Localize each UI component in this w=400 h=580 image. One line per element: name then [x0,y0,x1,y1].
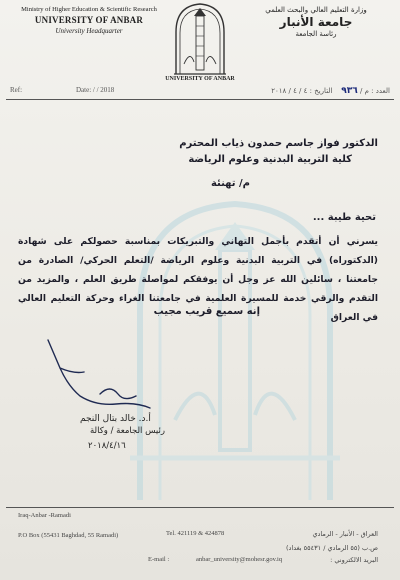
header-divider [6,99,394,100]
signature-date: ٢٠١٨/٤/١٦ [88,441,126,451]
university-name-ar: جامعة الأنبار [279,15,353,29]
university-name-en: UNIVERSITY OF ANBAR [34,15,144,25]
footer-address-en: Iraq-Anbar -Ramadi [18,512,71,519]
greeting: تحية طيبة ... [312,212,376,223]
headquarter-en: University Headquarter [55,27,123,35]
footer-divider [6,507,394,508]
minaret-arch-icon [170,2,230,76]
headquarter-ar: رئاسة الجامعة [295,30,337,38]
letter-paragraph: يسرني أن أتقدم بأجمل التهاني والتبريكات بمناسبة حصولكم على شهادة (الدكتوراه) في التربية البدنية وعلوم الرياضة /التعلم الحركي/ الصادرة من جامعتنا ، سائلين الله عز وجل أن يوفقكم لمواصلة طريق العلم ، والمزيد من التقدم والرقي خدمة للمسيرة العلمية في جامعتنا الغراء وحركة التعليم العالي في العراق [18,236,378,323]
footer-pobox-en: P.O Box (55431 Baghdad, 55 Ramadi) [18,532,119,539]
header-arabic [246,6,386,39]
college-name: كلية التربية البدنية وعلوم الرياضة [188,154,352,165]
university-logo [160,2,240,92]
footer-email-label-ar: البريد الالكتروني : [330,556,378,564]
ar-reference [271,86,390,96]
ar-ref-number: ٩٣٦ [341,86,358,96]
closing-line: إنه سميع قريب مجيب [153,306,260,317]
ref-label: Ref: [10,86,23,94]
ministry-name-ar: وزارة التعليم العالي والبحث العلمي [265,6,367,14]
date-label: Date: / / 2018 [76,86,115,94]
ministry-name-en: Ministry of Higher Education & Scientific Research [21,6,157,13]
footer-pobox-ar: ص.ب (٥٥ الرمادي / ٥٥٤٣١ بغداد) [286,544,378,552]
ar-date-label: التاريخ : ٤ / ٤ / ٢٠١٨ [271,87,333,95]
footer-email: anbar_university@mohesr.gov.iq [196,556,283,563]
signatory-title: رئيس الجامعة / وكالة [90,426,165,436]
footer-email-label: E-mail : [148,556,170,563]
subject: م/ تهنئة [210,178,250,189]
logo-caption: UNIVERSITY OF ANBAR [165,76,235,82]
ar-ref-label: العدد : م / [360,87,390,95]
footer-address-ar: العراق - الأنبار - الرمادي [312,530,378,538]
reference-line [6,86,394,98]
addressee: الدكتور فواز جاسم حمدون ذياب المحترم [179,138,378,149]
signatory-name: أ.د. خالد بتال النجم [80,414,151,424]
handwritten-signature-icon [40,334,170,414]
header-english [14,6,164,36]
footer-telephone: Tel. 421119 & 424878 [166,530,225,537]
